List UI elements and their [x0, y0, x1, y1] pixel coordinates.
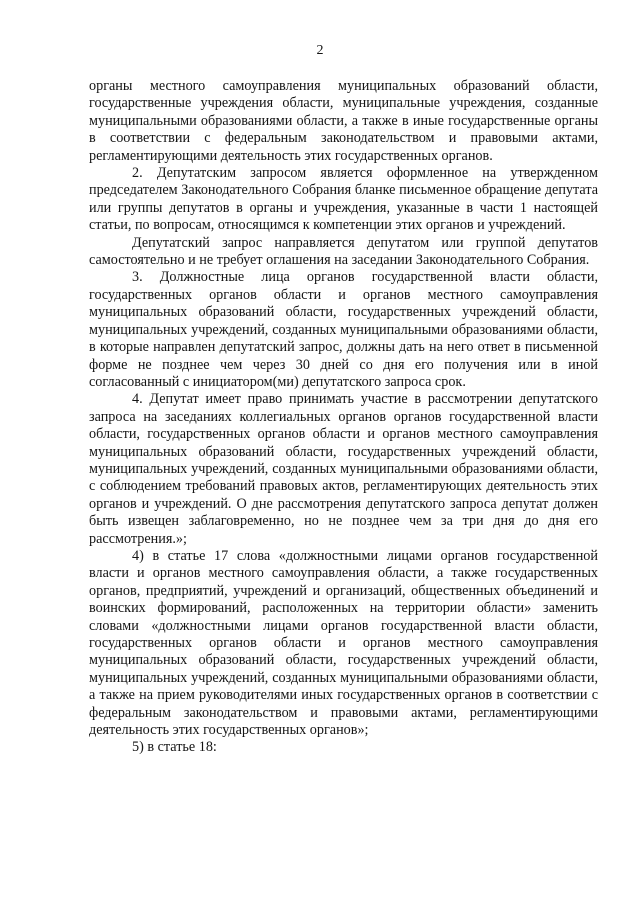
paragraph-item-4: 4) в статье 17 слова «должностными лицами органов государственной власти и органов местного самоуправления области, а также государственных органов, предприятий, учреждений и организаций, общественных объединений и воинских формирований, расположенных на территории области» заменить словами «должностными лицами органов государственной власти области, государственных органов области и органов местного самоуправления муниципальных образований области, государственных учреждений области, муниципальных учреждений, созданных муниципальными образованиями области, а также на прием руководителями иных государственных органов в соответствии с федеральным законодательством и правовыми актами, регламентирующими деятельность этих государственных органов»; [89, 547, 598, 739]
page-number: 2 [316, 43, 324, 58]
paragraph-part-2-note: Депутатский запрос направляется депутатом или группой депутатов самостоятельно и не требует оглашения на заседании Законодательного Собрания. [89, 234, 598, 269]
paragraph-continuation: органы местного самоуправления муниципальных образований области, государственные учреждения области, муниципальные учреждения, созданные муниципальными образованиями области, а также в иные государственные органы в соответствии с федеральным законодательством и правовыми актами, регламентирующими деятельность этих государственных органов. [89, 78, 598, 164]
paragraph-part-3: 3. Должностные лица органов государственной власти области, государственных органов области и органов местного самоуправления муниципальных образований области, государственных учреждений области, муниципальных учреждений, созданных муниципальными образованиями области, в которые направлен депутатский запрос, должны дать на него ответ в письменной форме не позднее чем через 30 дней со дня его получения или в иной согласованный с инициатором(ми) депутатского запроса срок. [89, 269, 598, 390]
paragraph-part-4: 4. Депутат имеет право принимать участие в рассмотрении депутатского запроса на заседаниях коллегиальных органов органов государственной власти области, государственных органов области и органов местного самоуправления муниципальных образований области, государственных учреждений области, муниципальных учреждений, созданных муниципальными образованиями области, с соблюдением требований правовых актов, регламентирующих деятельность этих органов и учреждений. О дне рассмотрения депутатского запроса депутат должен быть извещен заблаговременно, но не позднее чем за три дня до дня его рассмотрения.»; [89, 391, 598, 547]
paragraph-part-2: 2. Депутатским запросом является оформленное на утвержденном председателем Законодательного Собрания бланке письменное обращение депутата или группы депутатов в органы и учреждения, указанные в части 1 настоящей статьи, по вопросам, относящимся к компетенции этих органов и учреждений. [89, 165, 598, 234]
paragraph-item-5: 5) в статье 18: [132, 739, 217, 756]
document-body [89, 78, 598, 757]
